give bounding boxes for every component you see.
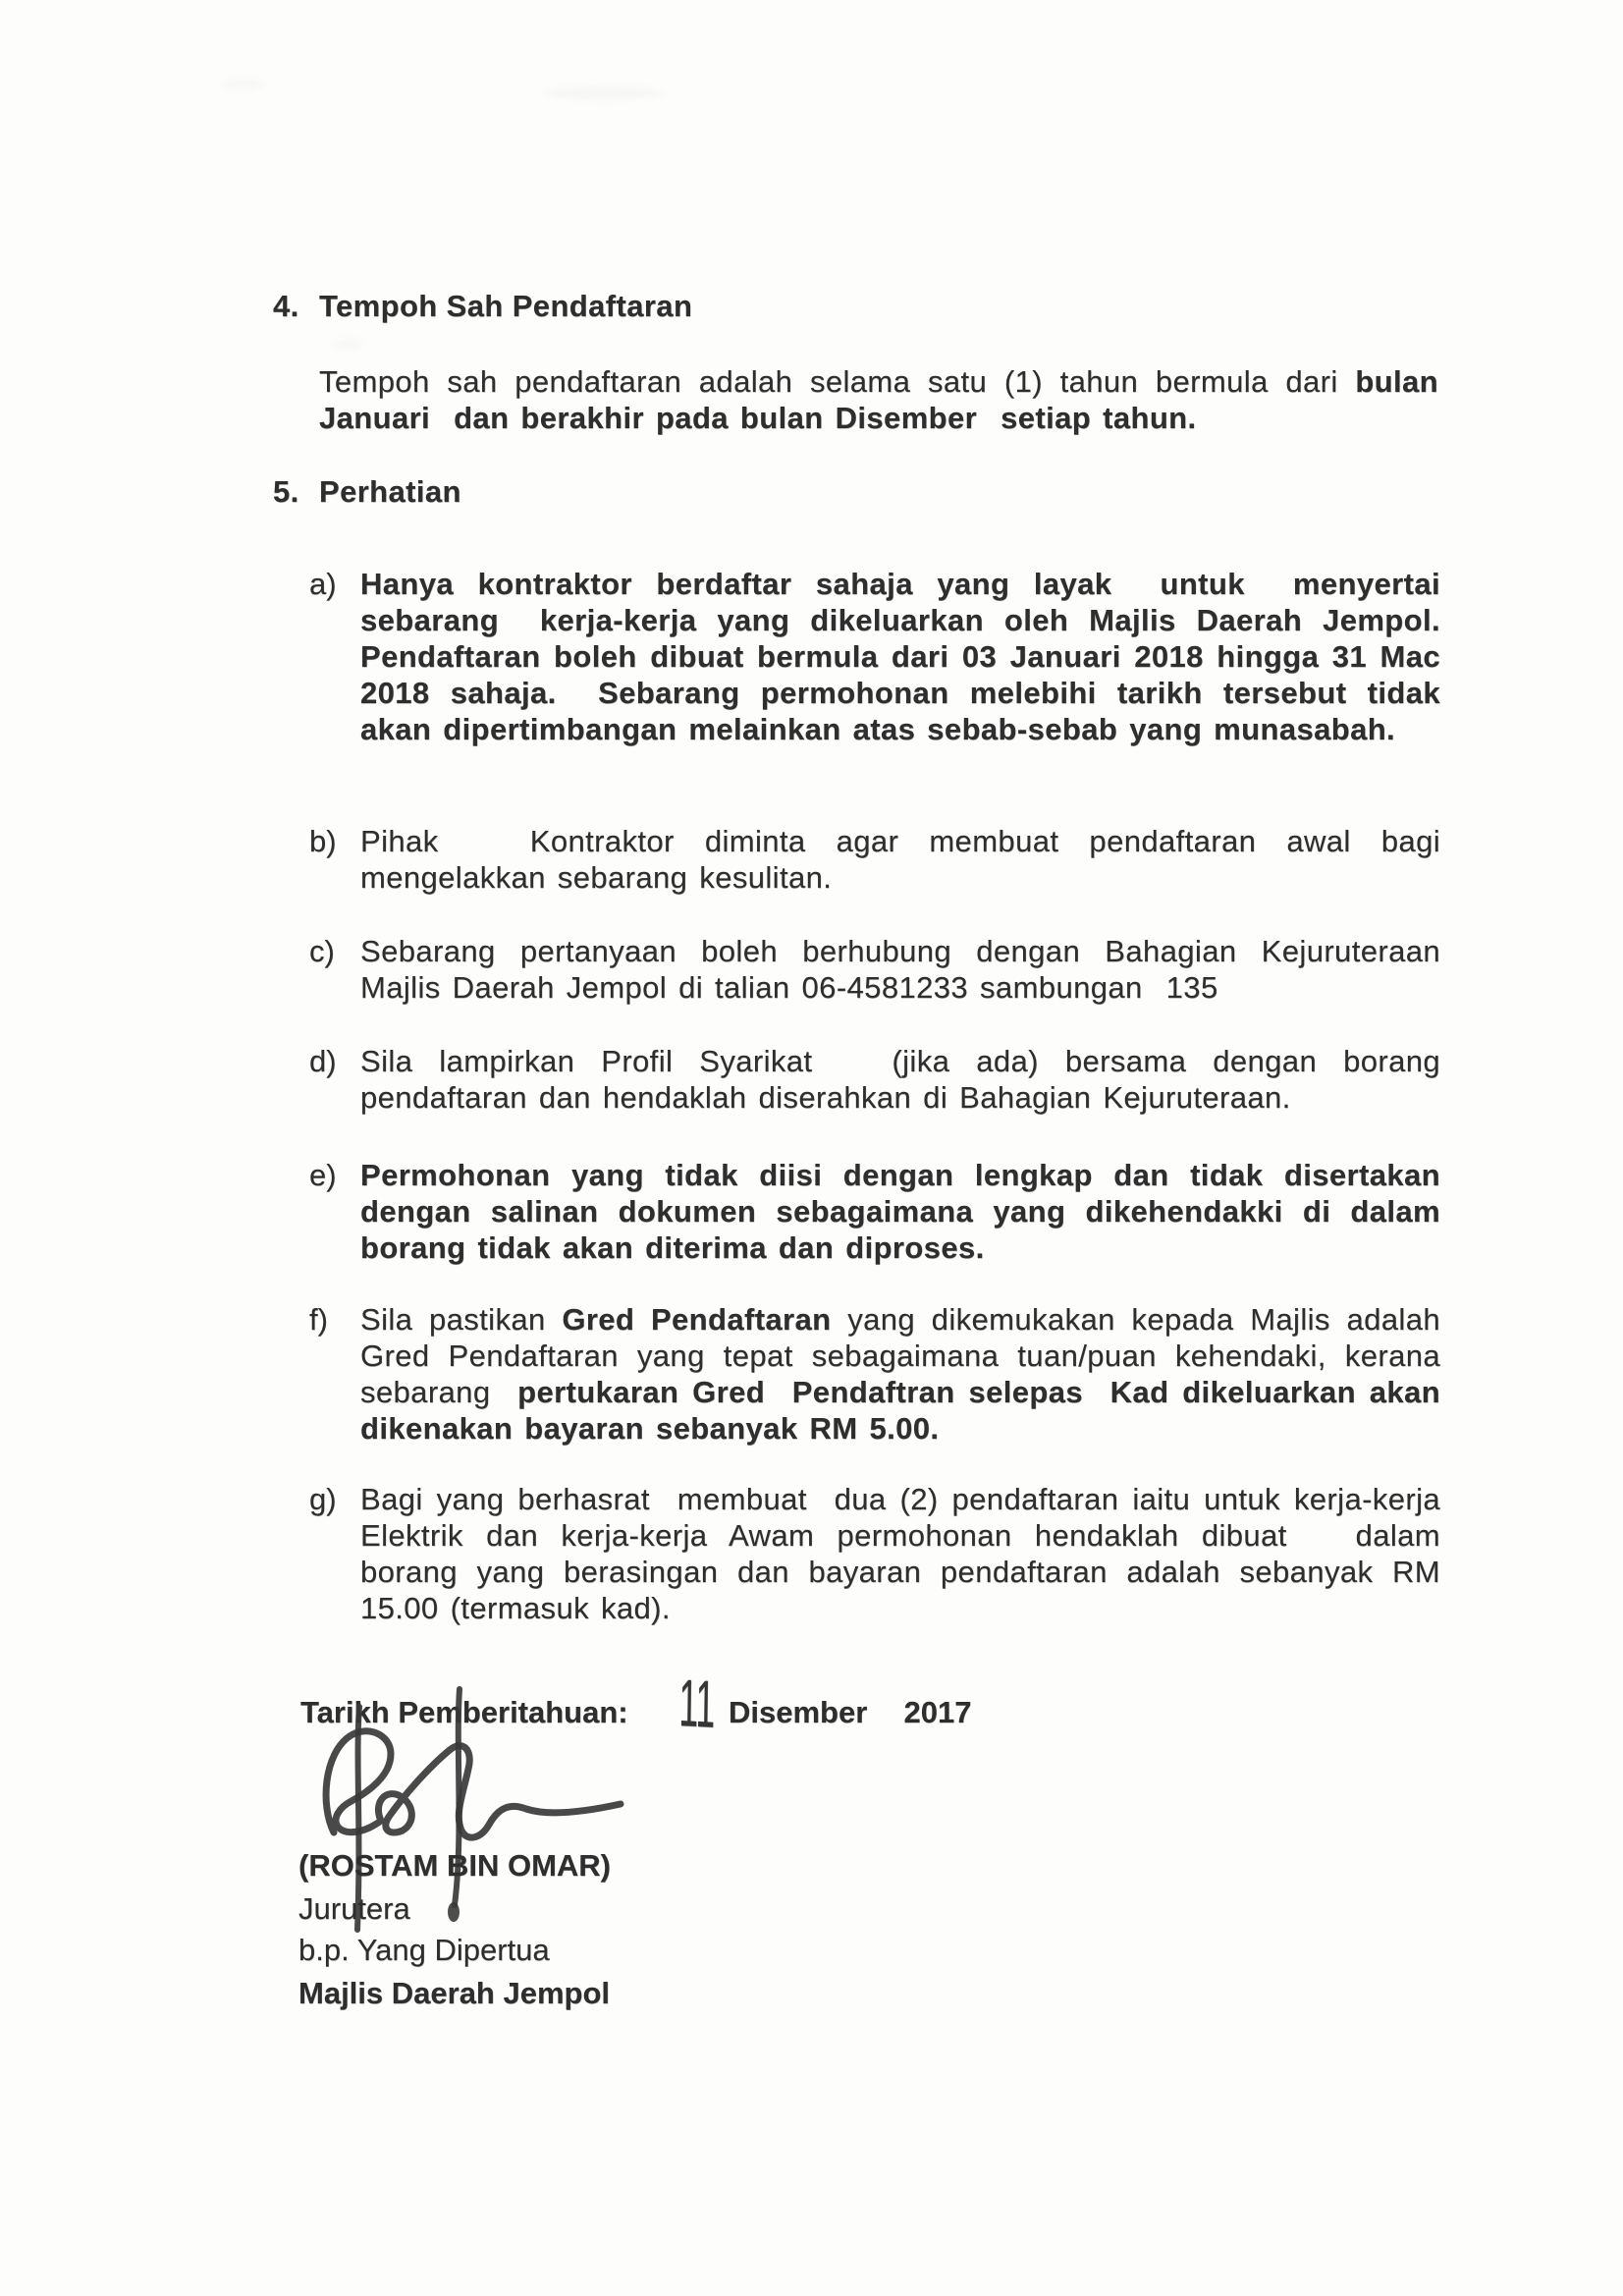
section-number: 4.: [273, 289, 299, 323]
section-5-heading: [273, 473, 461, 510]
section-title: Tempoh Sah Pendaftaran: [319, 289, 693, 323]
list-item-c: [309, 933, 1443, 1006]
list-item-f: [309, 1301, 1443, 1447]
list-item-label: b): [309, 824, 337, 858]
signatory-position: Jurutera: [298, 1891, 410, 1926]
list-item-text: Sila pastikan Gred Pendaftaran yang dikemukakan kepada Majlis adalah Gred Pendaftaran yang tepat sebagaimana tuan/puan kehendaki, kerana sebarang pertukaran Gred Pendaftran selepas Kad dikeluarkan akan dikenakan bayaran sebanyak RM 5.00.: [360, 1302, 1440, 1446]
list-item-b: [309, 823, 1443, 896]
scan-artifact: [545, 86, 663, 100]
notification-date-value: Disember 2017: [729, 1695, 972, 1729]
scan-artifact: [334, 339, 363, 349]
list-item-text: Sila lampirkan Profil Syarikat (jika ada) bersama dengan borang pendaftaran dan hendaklah diserahkan di Bahagian Kejuruteraan.: [360, 1044, 1440, 1115]
list-item-text: Pihak Kontraktor diminta agar membuat pendaftaran awal bagi mengelakkan sebarang kesulitan.: [360, 824, 1440, 895]
list-item-label: f): [309, 1302, 328, 1337]
notification-date-label: Tarikh Pemberitahuan:: [300, 1695, 628, 1729]
list-item-d: [309, 1043, 1443, 1116]
scan-artifact: [221, 79, 264, 90]
list-item-label: g): [309, 1482, 337, 1516]
list-item-text: Permohonan yang tidak diisi dengan lengkap dan tidak disertakan dengan salinan dokumen sebagaimana yang dikehendakki di dalam borang tidak akan diterima dan diproses.: [360, 1158, 1440, 1265]
list-item-label: a): [309, 567, 337, 601]
section-number: 5.: [273, 474, 299, 509]
signatory-organization: Majlis Daerah Jempol: [298, 1976, 611, 2010]
signatory-on-behalf: b.p. Yang Dipertua: [298, 1933, 550, 1967]
section-4-paragraph: Tempoh sah pendaftaran adalah selama satu (1) tahun bermula dari bulan Januari dan berakhir pada bulan Disember setiap tahun.: [319, 364, 1438, 435]
handwritten-day: 11: [678, 1666, 716, 1742]
list-item-text: Hanya kontraktor berdaftar sahaja yang layak untuk menyertai sebarang kerja-kerja yang dikeluarkan oleh Majlis Daerah Jempol. Pendaftaran boleh dibuat bermula dari 03 Januari 2018 hingga 31 Mac 2018 sahaja. Sebarang permohonan melebihi tarikh tersebut tidak akan dipertimbangan melainkan atas sebab-sebab yang munasabah.: [360, 567, 1440, 746]
list-item-text: Sebarang pertanyaan boleh berhubung dengan Bahagian Kejuruteraan Majlis Daerah Jempol di talian 06-4581233 sambungan 135: [360, 934, 1440, 1005]
section-4-heading: [273, 288, 692, 324]
section-title: Perhatian: [319, 474, 461, 509]
list-item-a: [309, 566, 1443, 747]
list-item-label: c): [309, 934, 335, 968]
list-item-g: [309, 1481, 1443, 1626]
signature-flourish: [326, 1731, 621, 1837]
list-item-e: [309, 1157, 1443, 1266]
list-item-label: e): [309, 1158, 337, 1192]
list-item-label: d): [309, 1044, 337, 1078]
signature-ink-blob: [448, 1902, 460, 1922]
list-item-text: Bagi yang berhasrat membuat dua (2) pendaftaran iaitu untuk kerja-kerja Elektrik dan kerja-kerja Awam permohonan hendaklah dibuat dalam borang yang berasingan dan bayaran pendaftaran adalah sebanyak RM 15.00 (termasuk kad).: [360, 1482, 1440, 1625]
signatory-name: (ROSTAM BIN OMAR): [298, 1848, 611, 1883]
